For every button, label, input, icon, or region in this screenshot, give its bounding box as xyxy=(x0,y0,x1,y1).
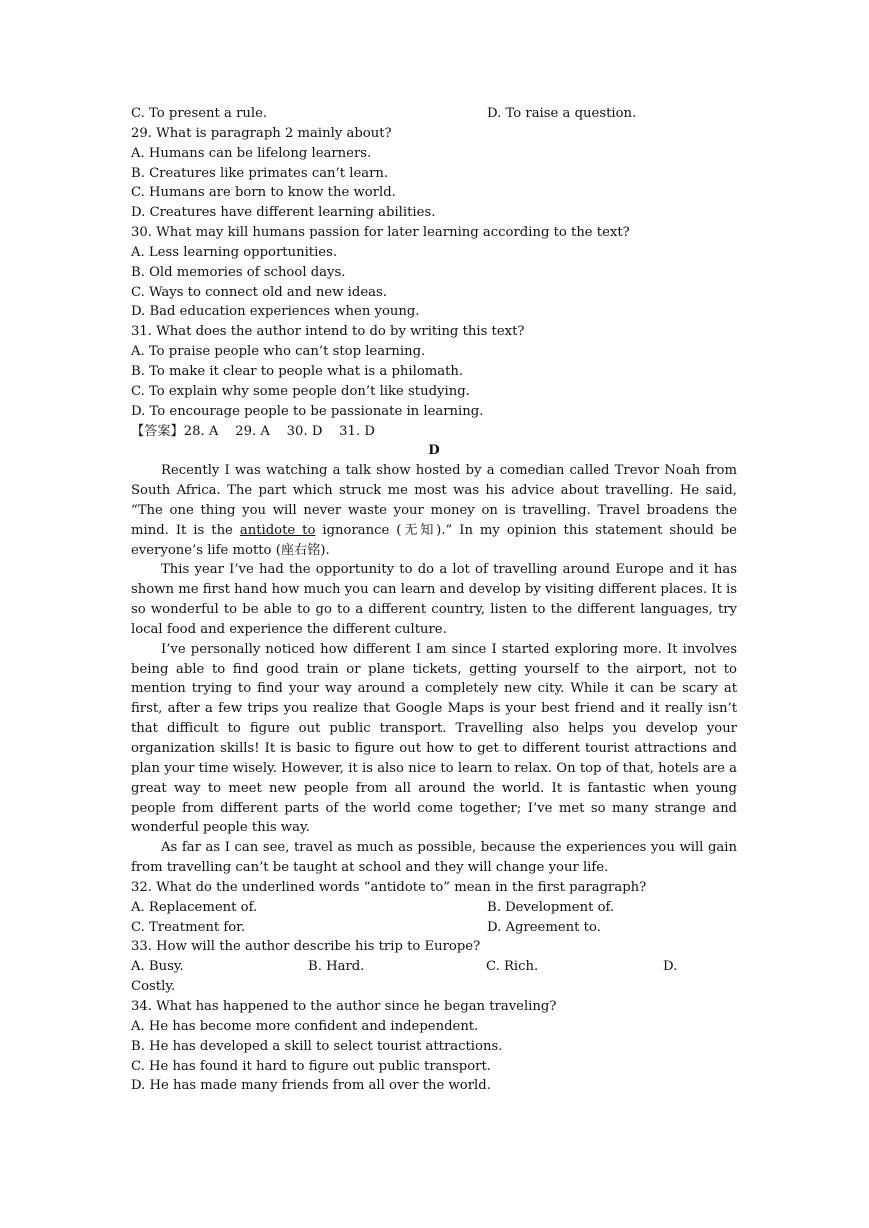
q33-option-b: B. Hard. xyxy=(308,959,365,975)
q34-option-c: C. He has found it hard to figure out public transport. xyxy=(131,1058,491,1074)
q32-option-d: D. Agreement to. xyxy=(487,919,601,935)
q34-stem: 34. What has happened to the author since he began traveling? xyxy=(131,998,557,1014)
q33-options-row xyxy=(131,957,737,977)
q33-option-a: A. Busy. xyxy=(131,959,184,975)
q34-option-b: B. He has developed a skill to select tourist attractions. xyxy=(131,1038,503,1054)
passage-p1-text-after: ignorance (无知).” In my opinion this statement should be everyone’s life motto (座右铭). xyxy=(131,522,737,558)
q29-stem: 29. What is paragraph 2 mainly about? xyxy=(131,125,392,141)
q28-option-d: D. To raise a question. xyxy=(487,106,637,121)
section-title: D xyxy=(428,443,440,459)
q30-option-c: C. Ways to connect old and new ideas. xyxy=(131,284,387,300)
q31-option-d: D. To encourage people to be passionate in learning. xyxy=(131,403,484,419)
q32-option-c: C. Treatment for. xyxy=(131,919,246,935)
exam-page xyxy=(131,104,737,1096)
q31-option-b: B. To make it clear to people what is a philomath. xyxy=(131,363,464,379)
q29-option-c: C. Humans are born to know the world. xyxy=(131,185,396,201)
passage-paragraph-3: I’ve personally noticed how different I am since I started exploring more. It involves being able to find good train or plane tickets, getting yourself to the airport, not to mention trying to find your way around a completely new city. While it can be scary at first, after a few trips you realize that Google Maps is your best friend and it really isn’t that difficult to figure out public transport. Travelling also helps you develop your organization skills! It is basic to figure out how to get to different tourist attractions and plan your time wisely. However, it is also nice to learn to relax. On top of that, hotels are a great way to meet new people from all around the world. It is fantastic when young people from different parts of the world come together; I’ve met so many strange and wonderful people this way. xyxy=(131,641,737,836)
q32-stem: 32. What do the underlined words “antidote to” mean in the first paragraph? xyxy=(131,879,647,895)
q29-option-b: B. Creatures like primates can’t learn. xyxy=(131,165,389,181)
passage-paragraph-1 xyxy=(131,461,737,560)
q29-option-d: D. Creatures have different learning abilities. xyxy=(131,205,436,221)
q32-options-row-1 xyxy=(131,898,737,918)
q28-options-row xyxy=(131,104,737,124)
answer-key: 【答案】28. A 29. A 30. D 31. D xyxy=(131,423,375,439)
q30-stem: 30. What may kill humans passion for later learning according to the text? xyxy=(131,225,630,241)
q32-option-b: B. Development of. xyxy=(487,899,615,915)
q33-stem: 33. How will the author describe his trip to Europe? xyxy=(131,939,481,955)
q28-option-c: C. To present a rule. xyxy=(131,106,268,121)
q33-option-c: C. Rich. xyxy=(486,959,539,975)
underlined-antidote-to: antidote to xyxy=(239,522,316,538)
q34-option-a: A. He has become more confident and independent. xyxy=(131,1018,479,1034)
q32-options-row-2 xyxy=(131,918,737,938)
passage-p1-text-before: Recently I was watching a talk show hosted by a comedian called Trevor Noah from South Africa. The part which struck me most was his advice about travelling. He said, “The one thing you will never waste your money on is travelling. Travel broadens the mind. It is the xyxy=(131,463,737,538)
passage-paragraph-2: This year I’ve had the opportunity to do a lot of travelling around Europe and it has shown me first hand how much you can learn and develop by visiting different places. It is so wonderful to be able to go to a different country, listen to the different languages, try local food and experience the different culture. xyxy=(131,562,737,637)
q33-option-d-continued: Costly. xyxy=(131,979,176,995)
q31-option-c: C. To explain why some people don’t like studying. xyxy=(131,383,470,399)
q29-option-a: A. Humans can be lifelong learners. xyxy=(131,145,372,161)
q32-option-a: A. Replacement of. xyxy=(131,899,258,915)
q31-option-a: A. To praise people who can’t stop learning. xyxy=(131,344,426,360)
q30-option-b: B. Old memories of school days. xyxy=(131,264,346,280)
passage-paragraph-4: As far as I can see, travel as much as possible, because the experiences you will gain from travelling can’t be taught at school and they will change your life. xyxy=(131,840,737,876)
q30-option-d: D. Bad education experiences when young. xyxy=(131,304,420,320)
q30-option-a: A. Less learning opportunities. xyxy=(131,244,338,260)
q33-option-d: D. xyxy=(663,959,678,975)
q34-option-d: D. He has made many friends from all over the world. xyxy=(131,1078,491,1094)
q31-stem: 31. What does the author intend to do by writing this text? xyxy=(131,324,525,340)
